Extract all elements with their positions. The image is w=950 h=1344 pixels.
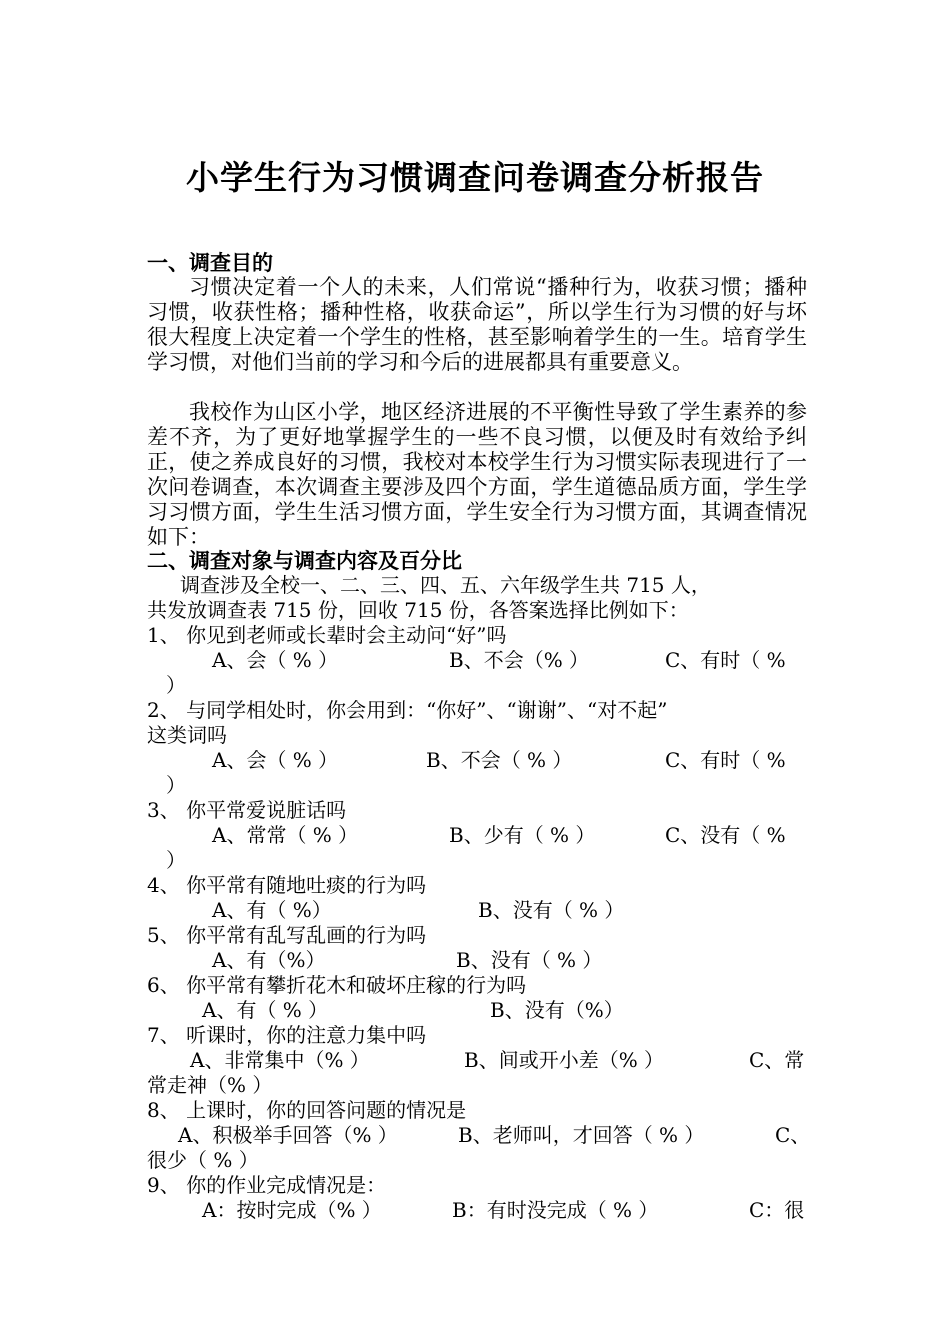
option-b: B、不会（% ） xyxy=(449,648,590,672)
question-3-option-tail: ） xyxy=(166,848,186,872)
question-9: 9、 你的作业完成情况是： xyxy=(147,1173,387,1197)
option-b: B、老师叫，才回答（ % ） xyxy=(458,1123,705,1147)
option-c: C、有时（ % xyxy=(665,648,786,672)
question-1: 1、 你见到老师或长辈时会主动问“好”吗 xyxy=(147,623,507,647)
intro-line-2: 共发放调查表 715 份，回收 715 份，各答案选择比例如下： xyxy=(147,598,689,622)
option-b: B、间或开小差（% ） xyxy=(464,1048,665,1072)
question-5: 5、 你平常有乱写乱画的行为吗 xyxy=(147,923,427,947)
paragraph-purpose-1: 习惯决定着一个人的未来，人们常说“播种行为，收获习惯；播种习惯，收获性格；播种性格，收获命运”，所以学生行为习惯的好与坏很大程度上决定着一个学生的性格，甚至影响着学生的一生。培育学生学习惯，对他们当前的学习和今后的进展都具有重要意义。 xyxy=(147,275,807,374)
intro-line-1: 调查涉及全校一、二、三、四、五、六年级学生共 715 人， xyxy=(180,573,711,597)
section-heading-subjects: 二、调查对象与调查内容及百分比 xyxy=(147,549,462,573)
option-b: B、没有（ % ） xyxy=(478,898,625,922)
paragraph-purpose-2: 我校作为山区小学，地区经济进展的不平衡性导致了学生素养的参差不齐，为了更好地掌握学生的一些不良习惯，以便及时有效给予纠正，使之养成良好的习惯，我校对本校学生行为习惯实际表现进行了一次问卷调查，本次调查主要涉及四个方面，学生道德品质方面，学生学习习惯方面，学生生活习惯方面，学生安全行为习惯方面，其调查情况如下： xyxy=(147,400,807,549)
question-3: 3、 你平常爱说脏话吗 xyxy=(147,798,347,822)
option-b: B、没有（ % ） xyxy=(456,948,603,972)
option-a: A：按时完成（% ） xyxy=(202,1198,382,1222)
option-c: C、常 xyxy=(749,1048,805,1072)
option-c: C、有时（ % xyxy=(665,748,786,772)
question-4: 4、 你平常有随地吐痰的行为吗 xyxy=(147,873,427,897)
option-a: A、非常集中（% ） xyxy=(190,1048,370,1072)
option-c: C：很 xyxy=(749,1198,805,1222)
option-b: B、没有（%） xyxy=(490,998,624,1022)
question-2: 2、 与同学相处时，你会用到：“你好”、“谢谢”、“对不起” xyxy=(147,698,668,722)
question-8-option-tail: 很少（ % ） xyxy=(147,1148,259,1172)
question-2-option-tail: ） xyxy=(166,773,186,797)
option-b: B：有时没完成（ % ） xyxy=(452,1198,659,1222)
section-heading-purpose: 一、调查目的 xyxy=(147,251,273,275)
question-7-option-tail: 常走神（% ） xyxy=(147,1073,273,1097)
option-a: A、有（%） xyxy=(212,948,326,972)
question-8: 8、 上课时，你的回答问题的情况是 xyxy=(147,1098,467,1122)
option-a: A、有（ % ） xyxy=(202,998,329,1022)
question-2-continued: 这类词吗 xyxy=(147,723,227,747)
option-a: A、积极举手回答（% ） xyxy=(178,1123,398,1147)
document-title: 小学生行为习惯调查问卷调查分析报告 xyxy=(186,158,764,197)
option-c: C、没有（ % xyxy=(665,823,786,847)
question-1-option-tail: ） xyxy=(166,673,186,697)
question-7: 7、 听课时，你的注意力集中吗 xyxy=(147,1023,427,1047)
option-a: A、会（ % ） xyxy=(212,748,339,772)
option-a: A、会（ % ） xyxy=(212,648,339,672)
option-b: B、少有（ % ） xyxy=(449,823,596,847)
question-6: 6、 你平常有攀折花木和破坏庄稼的行为吗 xyxy=(147,973,527,997)
option-b: B、不会（ % ） xyxy=(426,748,573,772)
option-a: A、常常（ % ） xyxy=(212,823,359,847)
option-a: A、有（ %） xyxy=(212,898,332,922)
option-c: C、 xyxy=(775,1123,811,1147)
